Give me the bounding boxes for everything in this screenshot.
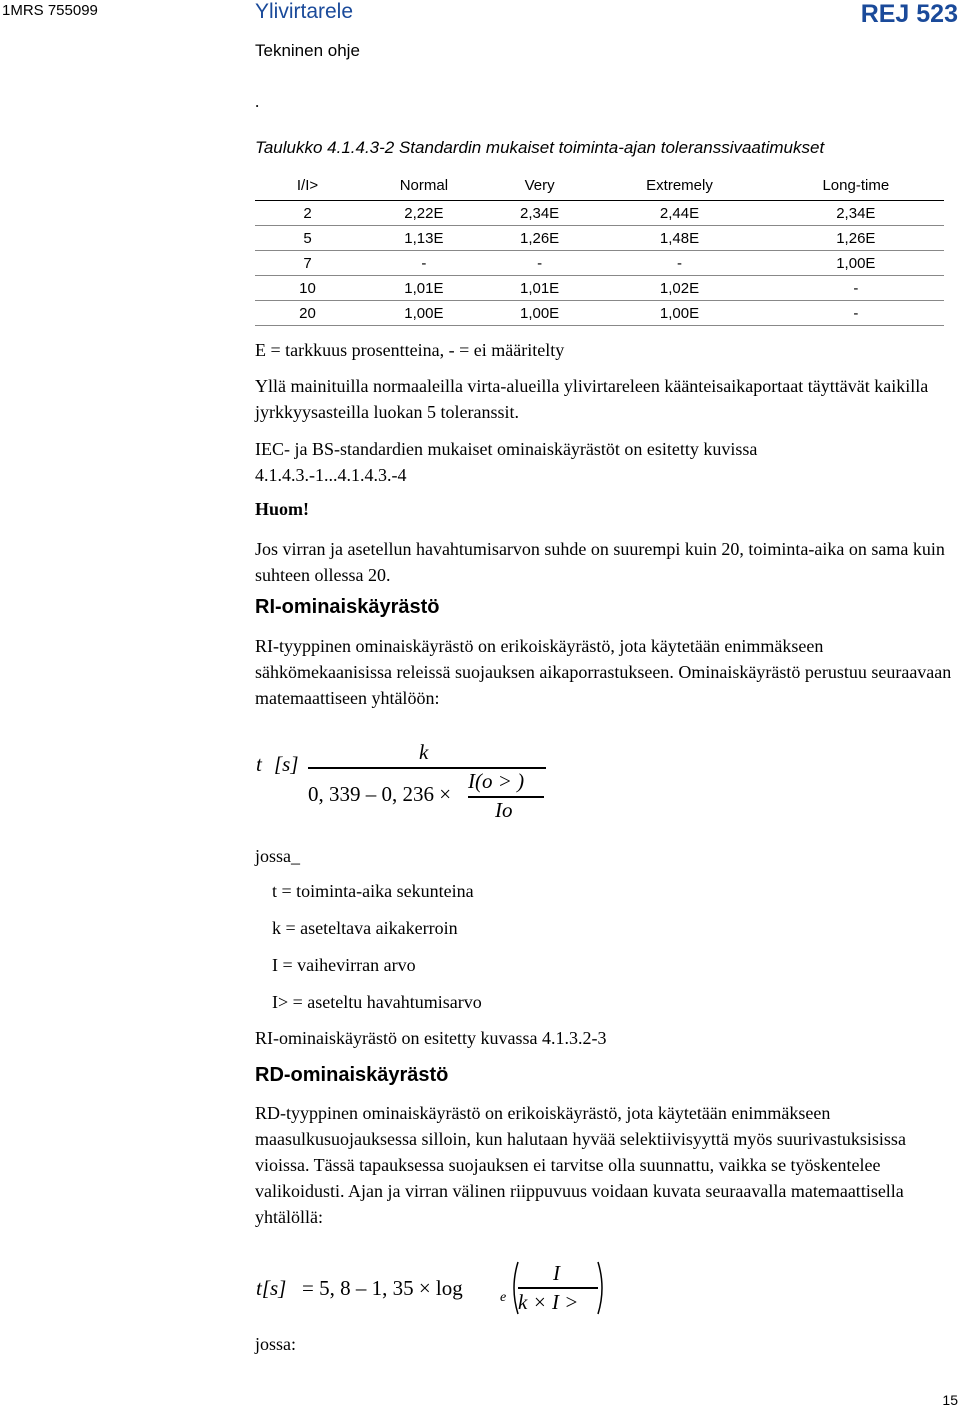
definition-item: I = vaihevirran arvo: [272, 955, 416, 975]
formula-t: t: [256, 752, 262, 776]
product-name: REJ 523: [860, 0, 958, 28]
tolerance-table: [255, 170, 944, 326]
section-heading-rd: RD-ominaiskäyrästö: [255, 1064, 449, 1086]
where-label: jossa_: [255, 846, 300, 866]
table-cell: 2: [255, 201, 360, 226]
table-row: [255, 226, 944, 251]
column-header: Extremely: [646, 176, 713, 194]
table-cell: 1,00E: [591, 301, 767, 326]
formula-lhs: t[s]: [256, 1276, 287, 1300]
formula-numerator: k: [419, 740, 429, 764]
fraction-bar: [518, 1287, 598, 1289]
table-cell: 2,34E: [768, 201, 944, 226]
formula-unit: [s]: [274, 752, 299, 776]
definition-item: k = aseteltava aikakerroin: [272, 918, 458, 938]
definition-item: I> = aseteltu havahtumisarvo: [272, 992, 482, 1012]
stray-dot: .: [255, 92, 260, 111]
table-caption: Taulukko 4.1.4.3-2 Standardin mukaiset toiminta-ajan toleranssivaatimukset: [255, 138, 825, 157]
table-cell: 2,34E: [488, 201, 592, 226]
column-header: Long-time: [822, 176, 890, 194]
table-cell: 1,00E: [360, 301, 488, 326]
column-header: I/I>: [296, 176, 319, 194]
where-label-rd: jossa:: [255, 1334, 297, 1354]
column-header: Normal: [399, 176, 449, 194]
ri-reference: RI-ominaiskäyrästö on esitetty kuvassa 4.1.3.2-3: [255, 1028, 607, 1048]
note-label: Huom!: [255, 499, 309, 519]
table-footnote: E = tarkkuus prosentteina, - = ei määritelty: [255, 340, 565, 360]
table-cell: 20: [255, 301, 360, 326]
table-row: [255, 201, 944, 226]
paragraph-tolerance: Yllä mainituilla normaaleilla virta-alueilla ylivirtareleen käänteisaikaportaat täyttävät kaikilla jyrkkyysasteilla luokan 5 toleranssit.: [255, 376, 929, 422]
table-cell: 2,22E: [360, 201, 488, 226]
table-header-row: [255, 170, 944, 201]
ri-description: RI-tyyppinen ominaiskäyrästö on erikoiskäyrästö, jota käytetään enimmäkseen sähkömekaanisissa releissä suojauksen aikaporrastukseen. Ominaiskäyrästö perustuu seuraavaan matemaattiseen yhtälöön:: [255, 636, 952, 708]
log-base: e: [500, 1290, 507, 1305]
table-cell: -: [488, 251, 592, 276]
document-number: 1MRS 755099: [2, 2, 98, 19]
table-row: [255, 251, 944, 276]
table-cell: -: [360, 251, 488, 276]
table-cell: 2,44E: [591, 201, 767, 226]
section-heading-ri: RI-ominaiskäyrästö: [255, 596, 440, 618]
formula-fraction-num: I: [553, 1261, 560, 1285]
note-text: Jos virran ja asetellun havahtumisarvon suhde on suurempi kuin 20, toiminta-aika on sama kuin suhteen ollessa 20.: [255, 539, 945, 585]
formula-inner-denominator: Io: [495, 798, 513, 822]
table-row: [255, 276, 944, 301]
table-cell: -: [591, 251, 767, 276]
table-cell: 1,26E: [768, 226, 944, 251]
formula-denominator: 0, 339 – 0, 236 ×: [308, 782, 452, 806]
definition-item: t = toiminta-aika sekunteina: [272, 881, 474, 901]
table-cell: 1,00E: [768, 251, 944, 276]
table-cell: 1,01E: [360, 276, 488, 301]
table-cell: 1,48E: [591, 226, 767, 251]
table-cell: 1,13E: [360, 226, 488, 251]
table-cell: 5: [255, 226, 360, 251]
table-cell: 1,01E: [488, 276, 592, 301]
formula-rhs: = 5, 8 – 1, 35 × log: [302, 1276, 463, 1300]
table-cell: 1,26E: [488, 226, 592, 251]
formula-fraction-den: k × I >: [518, 1290, 579, 1314]
table-cell: 1,00E: [488, 301, 592, 326]
table-row: [255, 301, 944, 326]
page-number: 15: [942, 1392, 958, 1408]
table-cell: 10: [255, 276, 360, 301]
column-header: Very: [524, 176, 555, 194]
paragraph-figures: IEC- ja BS-standardien mukaiset ominaiskäyrästöt on esitetty kuvissa 4.1.4.3.-1...4.1.4.3.-4: [255, 439, 758, 485]
rd-description: RD-tyyppinen ominaiskäyrästö on erikoiskäyrästö, jota käytetään enimmäkseen maasulkusuojauksessa silloin, kun halutaan hyvää selektiivisyyttä myös suurivastuksisissa vioissa. Tässä tapauksessa suojauksen ei tarvitse olla suunnattu, vaikka se työskentelee valikoidusti. Ajan ja virran välinen riippuvuus voidaan kuvata seuraavalla matemaattisella yhtälöllä:: [255, 1103, 906, 1227]
formula-inner-numerator: I(o > ): [468, 769, 525, 793]
table-cell: -: [768, 276, 944, 301]
document-subtitle: Tekninen ohje: [255, 41, 360, 60]
table-cell: 7: [255, 251, 360, 276]
table-cell: -: [768, 301, 944, 326]
table-cell: 1,02E: [591, 276, 767, 301]
document-title: Ylivirtarele: [255, 0, 354, 23]
